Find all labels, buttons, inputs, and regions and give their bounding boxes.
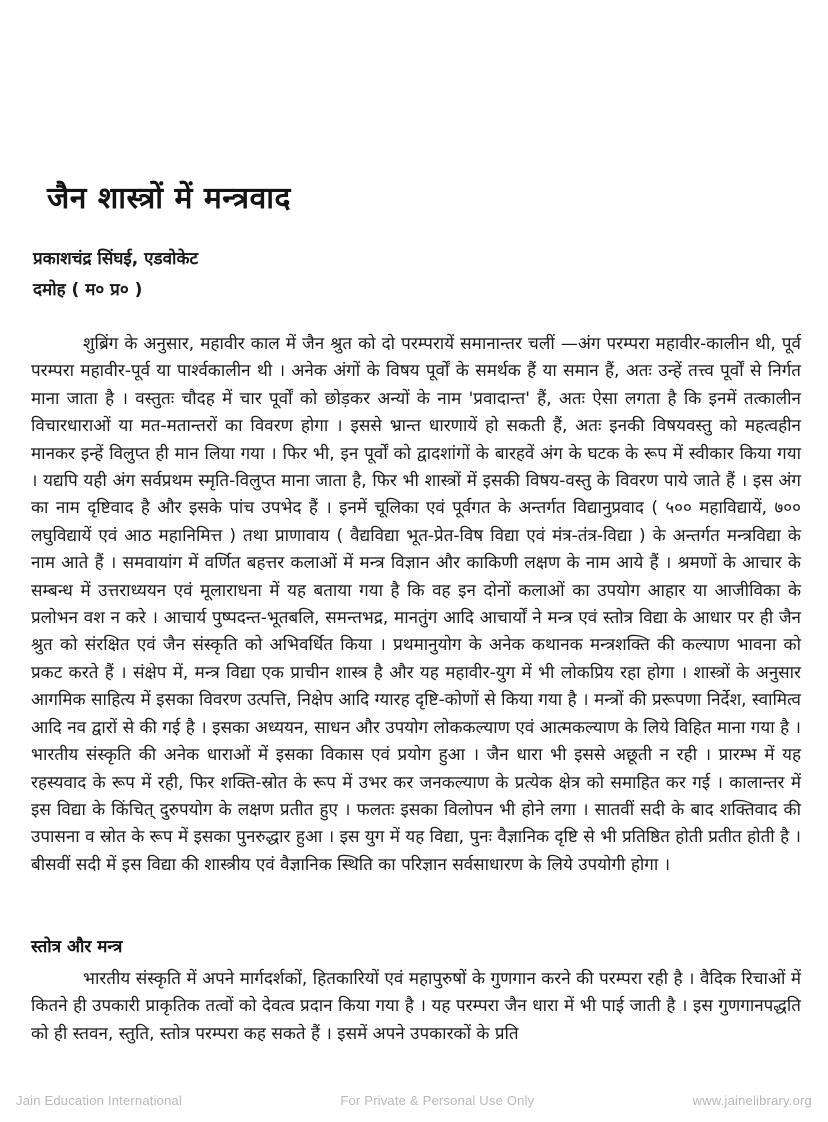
author-block <box>33 244 198 306</box>
section-paragraph: भारतीय संस्कृति में अपने मार्गदर्शकों, हितकारियों एवं महापुरुषों के गुणगान करने की परम्परा रही है । वैदिक रिचाओं में कितने ही उपकारी प्राकृतिक तत्वों को देवत्व प्रदान किया गया है । यह परम्परा जैन धारा में भी पाई जाती है । इस गुणगानपद्धति को ही स्तवन, स्तुति, स्तोत्र परम्परा कह सकते हैं । इसमें अपने उपकारकों के प्रति <box>31 969 801 1044</box>
author-place: दमोह ( म० प्र० ) <box>33 280 143 300</box>
author-name: प्रकाशचंद्र सिंघई, एडवोकेट <box>33 249 199 269</box>
intro-paragraph: शुब्रिंग के अनुसार, महावीर काल में जैन श्रुत को दो परम्परायें समानान्तर चलीं —अंग परम्परा महावीर-कालीन थी, पूर्व परम्परा महावीर-पूर्व या पार्श्वकालीन थी । अनेक अंगों के विषय पूर्वों के समर्थक हैं या समान हैं, अतः उन्हें तत्त्व पूर्वों से निर्गत माना जाता है । वस्तुतः चौदह में चार पूर्वों को छोड़कर अन्यों के नाम 'प्रवादान्त' हैं, अतः ऐसा लगता है कि इनमें तत्कालीन विचारधाराओं या मत-मतान्तरों का विवरण होगा । इससे भ्रान्त धारणायें हो सकती हैं, अतः इनकी विषयवस्तु को महत्वहीन मानकर इन्हें विलुप्त ही मान लिया गया । फिर भी, इन पूर्वों को द्वादशांगों के बारहवें अंग के घटक के रूप में स्वीकार किया गया । यद्यपि यही अंग सर्वप्रथम स्मृति-विलुप्त माना जाता है, फिर भी शास्त्रों में इसकी विषय-वस्तु के विवरण पाये जाते हैं । इस अंग का नाम दृष्टिवाद है और इसके पांच उपभेद हैं । इनमें चूलिका एवं पूर्वगत के अन्तर्गत विद्यानुप्रवाद ( ५०० महाविद्यायें, ७०० लघुविद्यायें एवं आठ महानिमित्त ) तथा प्राणावाय ( वैद्यविद्या भूत-प्रेत-विष विद्या एवं मंत्र-तंत्र-विद्या ) के अन्तर्गत मन्त्रविद्या के नाम आते हैं । समवायांग में वर्णित बहत्तर कलाओं में मन्त्र विज्ञान और काकिणी लक्षण के नाम आये हैं । श्रमणों के आचार के सम्बन्ध में उत्तराध्ययन एवं मूलाराधना में यह बताया गया है कि वह इन दोनों कलाओं का उपयोग आहार या आजीविका के प्रलोभन वश न करे । आचार्य पुष्पदन्त-भूतबलि, समन्तभद्र, मानतुंग आदि आचार्यों ने मन्त्र एवं स्तोत्र विद्या के आधार पर ही जैन श्रुत को संरक्षित एवं जैन संस्कृति को अभिवर्धित किया । प्रथमानुयोग के अनेक कथानक मन्त्रशक्ति की कल्याण भावना को प्रकट करते हैं । संक्षेप में, मन्त्र विद्या एक प्राचीन शास्त्र है और यह महावीर-युग में भी लोकप्रिय रहा होगा । शास्त्रों के अनुसार आगमिक साहित्य में इसका विवरण उत्पत्ति, निक्षेप आदि ग्यारह दृष्टि-कोणों से किया गया है । मन्त्रों की प्ररूपणा निर्देश, स्वामित्व आदि नव द्वारों से की गई है । इसका अध्ययन, साधन और उपयोग लोककल्याण एवं आत्मकल्याण के लिये विहित माना गया है । भारतीय संस्कृति की अनेक धाराओं में इसका विकास एवं प्रयोग हुआ । जैन धारा भी इससे अछूती न रही । प्रारम्भ में यह रहस्यवाद के रूप में रही, फिर शक्ति-स्रोत के रूप में उभर कर जनकल्याण के प्रत्येक क्षेत्र को समाहित कर गई । कालान्तर में इस विद्या के किंचित् दुरुपयोग के लक्षण प्रतीत हुए । फलतः इसका विलोपन भी होने लगा । सातवीं सदी के बाद शक्तिवाद की उपासना व स्रोत के रूप में इसका पुनरुद्धार हुआ । इस युग में यह विद्या, पुनः वैज्ञानिक दृष्टि से भी प्रतिष्ठित होती प्रतीत होती है । बीसवीं सदी में इस विद्या की शास्त्रीय एवं वैज्ञानिक स्थिति का परिज्ञान सर्वसाधारण के लिये उपयोगी होगा । <box>31 334 801 875</box>
section-heading: स्तोत्र और मन्त्र <box>31 937 123 957</box>
footer-publisher: Jain Education International <box>16 1093 183 1108</box>
footer-website: www.jainelibrary.org <box>692 1093 812 1108</box>
scan-footer <box>16 1093 812 1108</box>
article-title: जैन शास्त्रों में मन्त्रवाद <box>47 181 291 216</box>
footer-usage-notice: For Private & Personal Use Only <box>340 1093 535 1108</box>
